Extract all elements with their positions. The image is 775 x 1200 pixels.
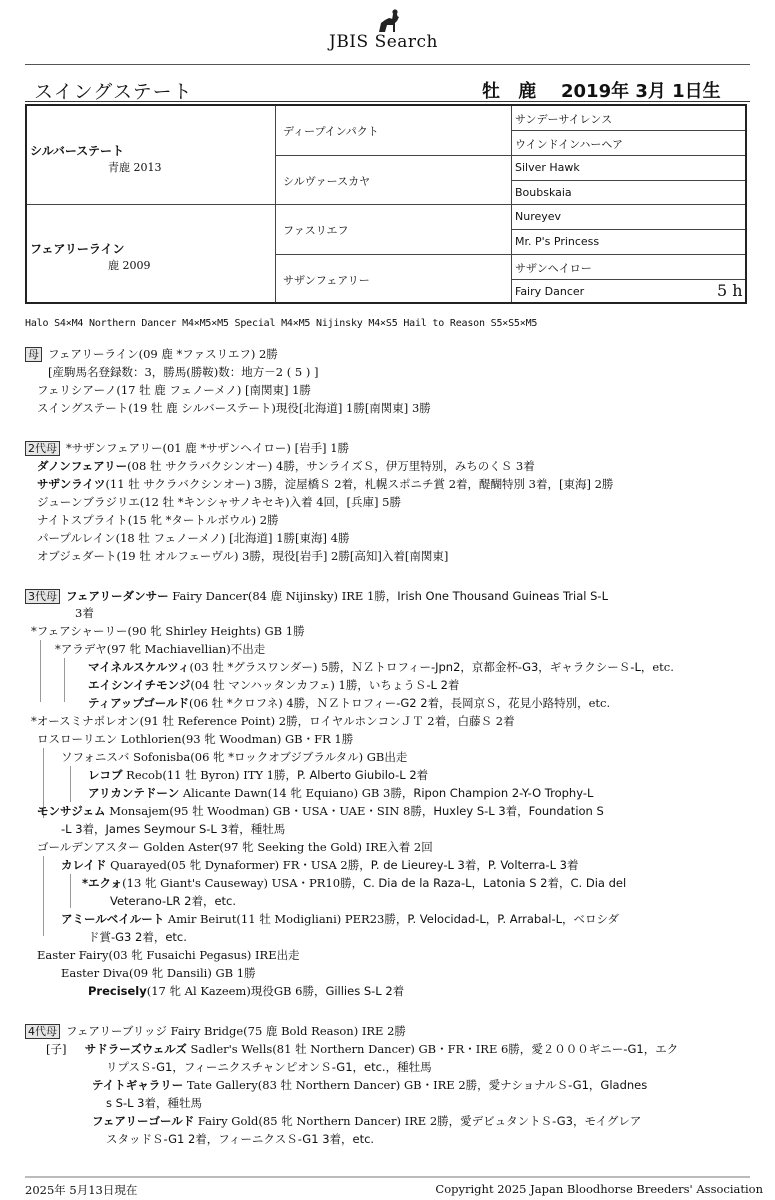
horse-link[interactable]: モンサジェム [37,804,106,818]
gen4-section-line-1 [25,1023,406,1039]
horse-link[interactable]: フェアリーダンサー [66,589,169,603]
line-text: Recob(11 牡 Byron) ITY 1勝， [122,768,297,782]
line-text: Fairy Dancer(84 鹿 Nijinsky) IRE 1勝， [168,589,398,603]
line-text: Tate Gallery(83 牡 Northern Dancer) GB・IRE 2勝， [183,1078,489,1092]
tree-line [40,640,41,702]
produce-row[interactable] [61,857,578,873]
gen4-tag: 4代母 [25,1024,60,1039]
race-text: P. Velocidad-L，P. Arrabal-L，ベロシダ [407,912,620,926]
race-text: 愛２０００ギニー-G1，エク [531,1042,679,1056]
horse-link[interactable]: アミールベイルート [61,912,165,926]
line-text: Monsajem(95 牡 Woodman) GB・USA・UAE・SIN 8勝， [105,804,434,818]
gen3-tag: 3代母 [25,589,60,604]
gen2-tag: 2代母 [25,441,60,456]
produce-row[interactable] [37,476,613,492]
dam-section-line-1 [25,346,278,362]
line-continuation: Veterano-LR 2着，etc. [110,894,237,908]
produce-row[interactable] [61,911,619,927]
race-text: 愛ナショナルＳ-G1，Gladnes [488,1078,648,1092]
produce-row[interactable]: ロスローリエン Lothlorien(93 牝 Woodman) GB・FR 1勝 [37,732,354,746]
tree-line [43,856,44,936]
race-text: P. de Lieurey-L 3着，P. Volterra-L 3着 [370,858,579,872]
jbis-logo[interactable] [329,8,459,56]
line-continuation: -L 3着，James Seymour S-L 3着，種牡馬 [61,822,286,836]
race-text: Gillies S-L 2着 [325,984,405,998]
footer-divider [25,1176,750,1178]
produce-row[interactable] [92,1113,641,1129]
produce-row[interactable]: ゴールデンアスター Golden Aster(97 牝 Seeking the Gold) IRE入着 2回 [37,840,433,854]
horse-link[interactable]: エイシンイチモンジ [88,678,191,692]
produce-row[interactable]: ナイトスプライト(15 牝 *タートルボウル) 2勝 [37,513,279,527]
line-text[interactable]: フェアリーブリッジ Fairy Bridge(75 鹿 Bold Reason) IRE 2勝 [66,1024,406,1038]
gen3-section-line-1 [25,588,608,604]
dam-detail: 鹿 2009 [108,259,151,272]
produce-row[interactable] [88,695,610,711]
produce-row[interactable]: パープルレイン(18 牡 フェノーメノ) [北海道] 1勝[東海] 4勝 [37,531,350,545]
pedigree-dss[interactable]: Nureyev [515,210,562,223]
dam-produce-summary: [産駒馬名登録数：3，勝馬(勝鞍)数：地方－2 ( 5 ) ] [48,365,319,379]
produce-row[interactable]: *フェアシャーリー(90 牝 Shirley Heights) GB 1勝 [31,624,305,638]
horse-link[interactable]: サザンライツ [37,477,106,491]
tree-line [70,766,71,802]
tree-line [64,658,65,702]
horse-sex-color: 牡 鹿 [482,81,543,102]
produce-row[interactable]: ソフォニスバ Sofonisba(06 牝 *ロックオブジブラルタル) GB出走 [61,750,408,764]
race-text: P. Alberto Giubilo-L 2着 [296,768,429,782]
line-text: (08 牡 サクラバクシンオー) 4勝，サンライズＳ，伊万里特別，みちのくＳ 3着 [127,459,535,473]
race-text: ＮＺトロフィー-G2 2着 [316,696,440,710]
produce-row[interactable]: *オースミナポレオン(91 牡 Reference Point) 2勝，ロイヤルホンコンＪＴ 2着，白藤Ｓ 2着 [31,714,515,728]
line-continuation: スタッドＳ-G1 2着，フィーニクスＳ-G1 3着，etc. [106,1132,375,1146]
produce-row[interactable] [88,785,593,801]
line-continuation: s S-L 3着，種牡馬 [106,1096,202,1110]
dam-name: フェアリーライン [30,242,125,256]
horse-link[interactable]: フェアリーゴールド [92,1114,195,1128]
produce-row[interactable] [37,458,535,474]
produce-row[interactable] [88,767,428,783]
horse-link[interactable]: Precisely [88,984,147,998]
gen2-section-line-1 [25,440,349,456]
pedigree-table [25,104,747,304]
horse-link[interactable]: アリカンテドーン [88,786,180,800]
produce-row[interactable] [37,803,604,819]
line-text: etc. [652,660,674,674]
horse-link[interactable]: マイネルスケルツィ [88,660,190,674]
produce-row[interactable]: オブジェダート(19 牡 オルフェーヴル) 3勝，現役[岩手] 2勝[高知]入着[南関東] [37,549,449,563]
pedigree-sdd[interactable]: Boubskaia [515,186,572,199]
pedigree-sss[interactable]: サンデーサイレンス [515,113,613,126]
sire-name: シルバーステート [30,144,125,158]
produce-row[interactable]: *アラデヤ(97 牝 Machiavellian)不出走 [55,642,266,656]
horse-name: スイングステート [34,81,193,103]
line-text: Alicante Dawn(14 牝 Equiano) GB 3勝， [179,786,414,800]
produce-row[interactable]: Easter Diva(09 牝 Dansili) GB 1勝 [61,966,256,980]
produce-row[interactable]: Easter Fairy(03 牝 Fusaichi Pegasus) IRE出走 [37,948,300,962]
dam-tag: 母 [25,347,42,362]
footer-copyright: Copyright 2025 Japan Bloodhorse Breeders' Association [435,1182,763,1196]
logo-text: JBIS Search [329,32,439,52]
line-text: (04 牡 マンハッタンカフェ) 1勝， [190,678,369,692]
line-continuation: 3着 [75,606,94,620]
header-divider [25,64,750,65]
pedigree-sds[interactable]: Silver Hawk [515,161,580,174]
pedigree-dds[interactable]: サザンヘイロー [515,262,592,275]
produce-row[interactable]: フェリシアーノ(17 牡 鹿 フェノーメノ) [南関東] 1勝 [37,383,311,397]
produce-row[interactable] [88,659,674,675]
horse-link[interactable]: *エクォ [82,876,123,890]
pedigree-dsd[interactable]: Mr. P's Princess [515,235,600,248]
inbreeding-line: Halo S4×M4 Northern Dancer M4×M5×M5 Special M4×M5 Nijinsky M4×S5 Hail to Reason S5×S5×M5 [25,318,538,329]
race-text: C. Dia de la Raza-L，Latonia S 2着，C. Dia del [363,876,627,890]
line-text: (17 牝 Al Kazeem)現役GB 6勝， [146,984,326,998]
race-text: ＮＺトロフィー-Jpn2，京都金杯-G3，ギャラクシーＳ-L， [351,660,653,674]
race-text: Huxley S-L 3着，Foundation S [433,804,604,818]
produce-row[interactable] [46,1041,678,1057]
produce-row[interactable]: ジューンブラジリエ(12 牡 *キンシャサノキセキ)入着 4回，[兵庫] 5勝 [37,495,401,509]
produce-row[interactable] [92,1077,647,1093]
name-divider [25,101,750,102]
horse-rider-icon [375,8,405,34]
line-text: Quarayed(05 牝 Dynaformer) FR・USA 2勝， [106,858,371,872]
race-text: Irish One Thousand Guineas Trial S-L [397,589,608,603]
pedigree-ddd[interactable]: Fairy Dancer [515,285,585,298]
line-text: Fairy Gold(85 牝 Northern Dancer) IRE 2勝， [194,1114,461,1128]
produce-row[interactable]: スイングステート(19 牡 鹿 シルバーステート)現役[北海道] 1勝[南関東] 3勝 [37,401,431,415]
horse-link[interactable]: ティアップゴールド [88,696,189,710]
race-text: いちょうＳ-L 2着 [368,678,460,692]
pedigree-ds[interactable]: ファスリエフ [283,224,349,237]
line-text: Sadler's Wells(81 牡 Northern Dancer) GB・FR・IRE 6勝， [186,1042,532,1056]
child-tag: [子] [46,1042,67,1056]
horse-link[interactable]: レコブ [88,768,123,782]
family-number: 5 h [717,281,743,300]
produce-row[interactable] [88,983,404,999]
pedigree-ss[interactable]: ディープインパクト [283,125,379,138]
sire-cell[interactable] [30,142,162,175]
line-continuation: リプスＳ-G1，フィーニクスチャンピオンＳ-G1，etc.，種牡馬 [106,1060,432,1074]
race-text: Ripon Champion 2-Y-O Trophy-L [413,786,594,800]
line-text: Amir Beirut(11 牡 Modigliani) PER23勝， [164,912,408,926]
pedigree-sd[interactable]: シルヴァースカヤ [283,175,371,188]
horse-link[interactable]: テイトギャラリー [92,1078,184,1092]
horse-birth-date: 2019年 3月 1日生 [561,81,721,102]
line-text: (11 牡 サクラバクシンオー) 3勝，淀屋橋Ｓ 2着，札幌スポニチ賞 2着，醍醐特別 3着，[東海] 2勝 [105,477,614,491]
race-text: 愛デビュタントＳ-G3，モイグレア [460,1114,642,1128]
produce-row[interactable] [88,677,459,693]
dam-cell[interactable] [30,240,151,273]
horse-link[interactable]: カレイド [61,858,107,872]
line-continuation: ド賞-G3 2着，etc. [88,930,187,944]
line-text: フェアリーライン(09 鹿 *ファスリエフ) 2勝 [48,347,278,361]
footer-date: 2025年 5月13日現在 [25,1183,138,1197]
produce-row[interactable] [82,875,626,891]
pedigree-dd[interactable]: サザンフェアリー [283,274,370,287]
line-text: (03 牡 *グラスワンダー) 5勝， [189,660,352,674]
horse-link[interactable]: サドラーズウェルズ [84,1042,187,1056]
tree-line [70,874,71,908]
sire-detail: 青鹿 2013 [108,161,162,174]
horse-link[interactable]: ダノンフェアリー [37,459,128,473]
line-text: (13 牝 Giant's Causeway) USA・PR10勝， [122,876,364,890]
line-text: (06 牡 *クロフネ) 4勝， [188,696,317,710]
line-text: ，長岡京Ｓ，花見小路特別，etc. [439,696,611,710]
line-text[interactable]: *サザンフェアリー(01 鹿 *サザンヘイロー) [岩手] 1勝 [66,441,350,455]
pedigree-ssd[interactable]: ウインドインハーヘア [515,138,624,151]
